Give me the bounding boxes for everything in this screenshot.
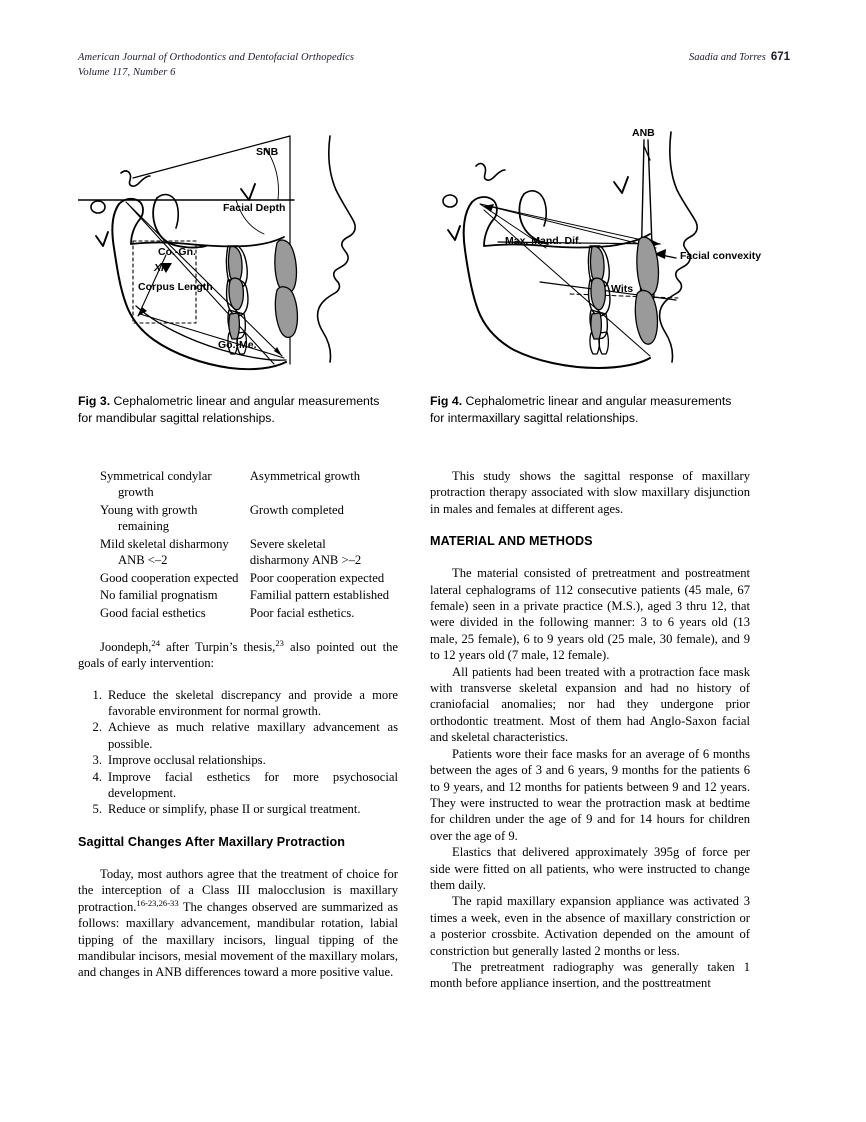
figure-3-label: Fig 3. xyxy=(78,394,111,408)
fig3-label-go-me: Go.-Me. xyxy=(218,339,257,351)
study-intro-paragraph: This study shows the sagittal response of maxillary protraction therapy associated with slow maxillary disjunction in males and females at different ages. xyxy=(430,469,750,516)
table-cell-unfavorable xyxy=(250,570,398,588)
list-item-text: Improve facial esthetics for more psychosocial development. xyxy=(108,769,398,801)
cell-text-cont: growth xyxy=(118,485,154,500)
reference-marker-24: 24 xyxy=(151,637,161,648)
table-cell-favorable xyxy=(100,570,250,588)
sagittal-changes-paragraph xyxy=(78,866,398,981)
cell-text: Symmetrical condylar xyxy=(100,469,212,483)
table-cell-unfavorable xyxy=(250,468,398,502)
fig3-label-corpus-length: Corpus Length xyxy=(138,281,213,293)
table-row xyxy=(100,587,398,605)
reference-marker-23: 23 xyxy=(275,637,284,648)
cell-text: Good cooperation expected xyxy=(100,570,239,585)
joondeph-text-1: Joondeph, xyxy=(100,639,152,654)
reference-marker-16-33: 16-23,26-33 xyxy=(136,897,179,908)
methods-paragraph-2: All patients had been treated with a protraction face mask with transverse skeletal expansion and had no history of craniofacial anomalies; nor had they undergone prior orthodontic treatment. Most of them had Anglo-Saxon facial and skeletal characteristics. xyxy=(430,664,750,745)
table-cell-favorable xyxy=(100,605,250,623)
sagittal-text-1: Today, most authors agree that the treatment of choice for the interception of a Class III malocclusion is maxillary protraction. xyxy=(78,866,398,914)
list-item-text: Reduce or simplify, phase II or surgical treatment. xyxy=(108,802,361,817)
figure-4-caption-text: Cephalometric linear and angular measurements for intermaxillary sagittal relationships. xyxy=(430,394,732,425)
methods-paragraph-3: Patients wore their face masks for an average of 6 months between the ages of 3 and 6 years, 9 months for the patients 6 to 9 years, and 12 months for patients between 9 and 12 years. They were instructed to wear the protraction mask at bedtime for children under the age of 9 and for 14 hours for children over the age of 9. xyxy=(430,746,750,843)
list-item xyxy=(78,687,398,720)
table-cell-favorable xyxy=(100,502,250,536)
cell-text: No familial prognatism xyxy=(100,588,218,603)
cell-text-cont: disharmony ANB >–2 xyxy=(249,553,362,568)
table-cell-unfavorable xyxy=(250,587,398,605)
table-row xyxy=(100,502,398,536)
journal-title-line: American Journal of Orthodontics and Dentofacial Orthopedics xyxy=(78,52,355,63)
figure-3-caption xyxy=(78,393,396,426)
table-cell-unfavorable xyxy=(250,605,398,623)
figure-4-label: Fig 4. xyxy=(430,394,463,408)
table-row xyxy=(100,468,398,502)
cell-text: Young with growth xyxy=(100,502,198,517)
fig4-label-anb: ANB xyxy=(632,127,655,139)
cell-text: Familial pattern established xyxy=(249,588,390,603)
cell-text: Poor facial esthetics. xyxy=(249,606,355,621)
table-row xyxy=(100,536,398,570)
cell-text: Poor cooperation expected xyxy=(249,570,385,585)
table-row xyxy=(100,570,398,588)
fig3-label-xi: Xi xyxy=(154,262,164,274)
fig4-label-facial-convexity: Facial convexity xyxy=(680,250,762,262)
running-head-authors-page xyxy=(689,50,790,65)
joondeph-paragraph xyxy=(78,639,398,672)
list-item xyxy=(78,801,398,817)
list-item xyxy=(78,719,398,752)
cell-text: Asymmetrical growth xyxy=(249,469,360,483)
cell-text: Mild skeletal disharmony xyxy=(100,536,229,551)
table-cell-favorable xyxy=(100,587,250,605)
fig3-label-co-gn: Co.-Gn. xyxy=(158,246,196,258)
joondeph-text-3: also pointed out the goals of early intervention: xyxy=(78,639,398,671)
cell-text: Severe skeletal xyxy=(249,536,326,551)
running-head-authors: Saadia and Torres xyxy=(688,52,766,63)
figure-row xyxy=(78,118,790,380)
table-cell-unfavorable xyxy=(250,536,398,570)
table-cell-favorable xyxy=(100,536,250,570)
methods-paragraph-1: The material consisted of pretreatment and postreatment lateral cephalograms of 112 consecutive patients (45 male, 67 female) seen in a private practice (M.S.), aged 3 thru 12, that were divided in the following manner: 3 to 6 years old (13 male, 25 female), 6 to 9 years old (25 male, 30 female), and 9 to 12 years old (7 male, 12 female). xyxy=(430,566,750,663)
table-row xyxy=(100,605,398,623)
list-item-text: Achieve as much relative maxillary advancement as possible. xyxy=(108,720,398,751)
section-heading-material-and-methods: MATERIAL AND METHODS xyxy=(430,534,593,549)
table-cell-unfavorable xyxy=(250,502,398,536)
left-column xyxy=(78,468,398,981)
methods-paragraph-5: The rapid maxillary expansion appliance was activated 3 times a week, even in the absence of maxillary constriction or a posterior crossbite. Activation depended on the amount of constriction but generally lasted 2 months or less. xyxy=(430,894,750,958)
sagittal-text-2: The changes observed are summarized as follows: maxillary advancement, mandibular rotation, labial tipping of the maxillary incisors, lingual tipping of the mandibular incisors, mesial movement of the maxillary molars, and changes in ANB differences toward a more positive value. xyxy=(78,899,398,980)
list-item xyxy=(78,752,398,768)
journal-volume-line: Volume 117, Number 6 xyxy=(78,67,176,78)
cell-text: Growth completed xyxy=(249,502,344,517)
fig3-label-snb: SNB xyxy=(256,146,279,158)
cell-text-cont: ANB <–2 xyxy=(118,553,168,568)
favorable-unfavorable-table xyxy=(100,468,398,623)
section-heading-sagittal-changes: Sagittal Changes After Maxillary Protraction xyxy=(78,834,346,849)
list-item xyxy=(78,769,398,802)
fig4-label-wits: Wits xyxy=(611,283,634,295)
list-item-text: Reduce the skeletal discrepancy and provide a more favorable environment for normal growth. xyxy=(108,687,398,719)
early-intervention-goals-list xyxy=(78,687,398,818)
cell-text-cont: remaining xyxy=(118,519,170,534)
figure-3-caption-text: Cephalometric linear and angular measurements for mandibular sagittal relationships. xyxy=(78,394,380,425)
running-head-journal xyxy=(78,50,354,80)
cell-text: Good facial esthetics xyxy=(100,606,206,621)
joondeph-text-2: after Turpin’s thesis, xyxy=(160,639,276,654)
methods-paragraph-6: The pretreatment radiography was generally taken 1 month before appliance insertion, and the posttreatment xyxy=(430,959,750,991)
running-head xyxy=(78,50,790,84)
figure-4-image xyxy=(428,118,773,380)
list-item-text: Improve occlusal relationships. xyxy=(108,753,266,768)
figure-3-image xyxy=(78,118,423,380)
table-cell-favorable xyxy=(100,468,250,502)
methods-paragraph-4: Elastics that delivered approximately 395g of force per side were fitted on all patients, who were instructed to change them daily. xyxy=(430,845,750,892)
right-column xyxy=(430,468,750,992)
fig3-label-facial-depth: Facial Depth xyxy=(223,202,286,214)
page-number: 671 xyxy=(770,51,790,63)
figure-4-caption xyxy=(430,393,748,426)
fig4-label-max-mand-dif: Max. Mand. Dif. xyxy=(505,235,582,247)
